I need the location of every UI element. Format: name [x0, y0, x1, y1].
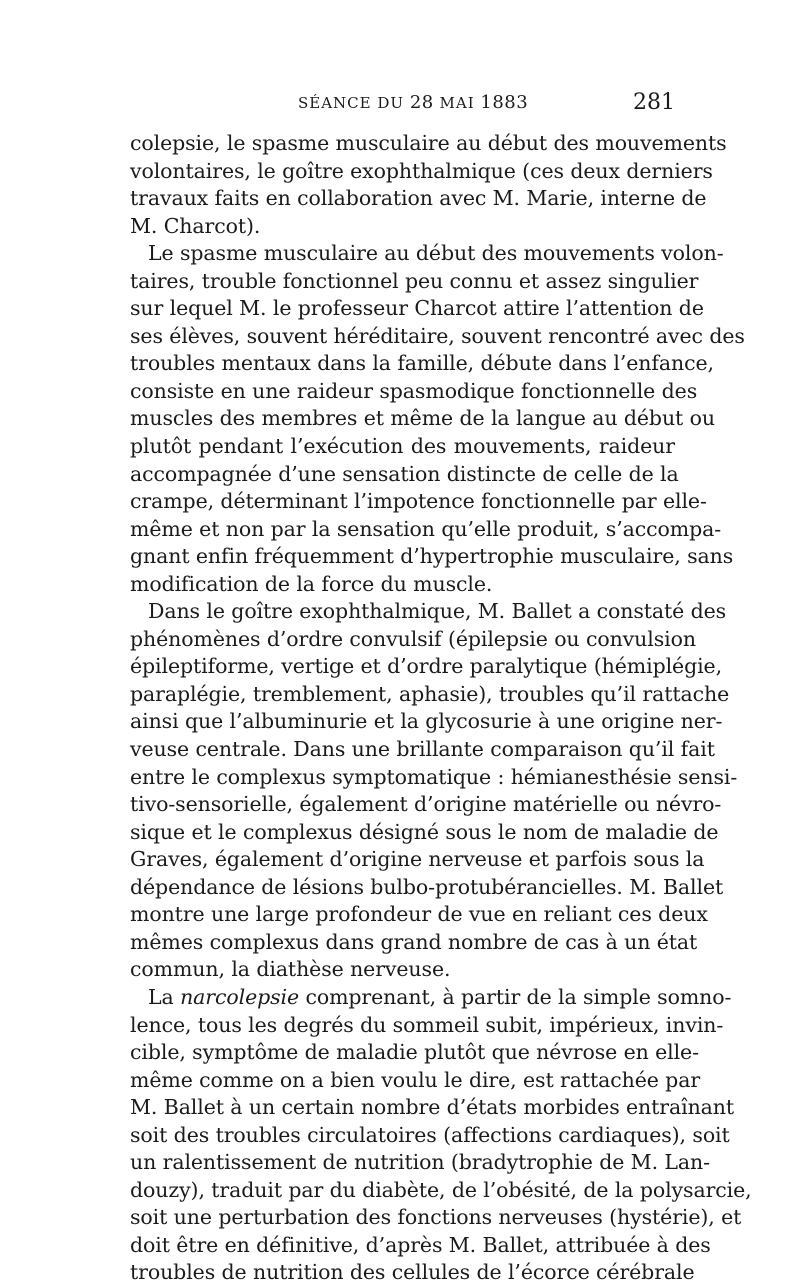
page-header: [130, 90, 675, 118]
text-line: sique et le complexus désigné sous le nom de maladie de: [130, 819, 719, 844]
text-line: douzy), traduit par du diabète, de l’obésité, de la polysarcie,: [130, 1177, 752, 1202]
text-segment: La: [148, 984, 181, 1009]
text-line: doit être en définitive, d’après M. Ballet, attribuée à des: [130, 1232, 711, 1257]
text-line: dépendance de lésions bulbo-protubérancielles. M. Ballet: [130, 874, 724, 899]
text-line: entre le complexus symptomatique : hémianesthésie sensi-: [130, 764, 738, 789]
text-line: mêmes complexus dans grand nombre de cas à un état: [130, 929, 698, 954]
page-number: 281: [633, 90, 675, 115]
running-head-month: MAI: [433, 94, 481, 112]
text-line: tivo-sensorielle, également d’origine matérielle ou névro-: [130, 792, 722, 817]
text-line: colepsie, le spasme musculaire au début des mouvements: [130, 131, 727, 155]
text-line: veuse centrale. Dans une brillante comparaison qu’il fait: [130, 737, 715, 762]
text-line-narcolepsie: [130, 984, 732, 1012]
text-line: cible, symptôme de maladie plutôt que névrose en elle-: [130, 1040, 699, 1065]
text-line: accompagnée d’une sensation distincte de celle de la: [130, 461, 679, 486]
text-line: travaux faits en collaboration avec M. Marie, interne de: [130, 186, 707, 211]
text-line: muscles des membres et même de la langue au début ou: [130, 406, 715, 431]
running-head: [298, 92, 528, 113]
text-line: gnant enfin fréquemment d’hypertrophie musculaire, sans: [130, 544, 734, 569]
text-line: soit des troubles circulatoires (affections cardiaques), soit: [130, 1122, 730, 1147]
text-line: Graves, également d’origine nerveuse et parfois sous la: [130, 847, 705, 872]
text-line: Le spasme musculaire au début des mouvements volon-: [148, 241, 724, 266]
text-line: taires, trouble fonctionnel peu connu et assez singulier: [130, 268, 699, 293]
text-line: sur lequel M. le professeur Charcot attire l’attention de: [130, 296, 704, 321]
text-line: commun, la diathèse nerveuse.: [130, 957, 451, 982]
text-line: modification de la force du muscle.: [130, 571, 493, 596]
text-line: même comme on a bien voulu le dire, est rattachée par: [130, 1067, 701, 1092]
text-line: un ralentissement de nutrition (bradytrophie de M. Lan-: [130, 1150, 710, 1175]
running-head-prefix: SÉANCE DU: [298, 94, 410, 112]
text-line: plutôt pendant l’exécution des mouvements, raideur: [130, 434, 675, 459]
text-line: troubles mentaux dans la famille, débute dans l’enfance,: [130, 351, 714, 376]
text-line: paraplégie, tremblement, aphasie), troubles qu’il rattache: [130, 681, 730, 706]
text-line: phénomènes d’ordre convulsif (épilepsie ou convulsion: [130, 626, 696, 651]
text-line: épileptiforme, vertige et d’ordre paralytique (hémiplégie,: [130, 654, 723, 679]
text-line: montre une large profondeur de vue en reliant ces deux: [130, 902, 708, 927]
text-line: soit une perturbation des fonctions nerveuses (hystérie), et: [130, 1205, 742, 1230]
text-line: troubles de nutrition des cellules de l’écorce cérébrale: [130, 1260, 695, 1285]
text-line: M. Charcot).: [130, 213, 261, 238]
text-segment: comprenant, à partir de la simple somno-: [299, 984, 732, 1009]
body-text: [130, 130, 752, 1287]
text-line: consiste en une raideur spasmodique fonctionnelle des: [130, 378, 698, 403]
running-head-day: 28: [409, 92, 434, 113]
running-head-year: 1883: [480, 92, 529, 113]
text-line: Dans le goître exophthalmique, M. Ballet a constaté des: [148, 599, 727, 624]
italic-term: narcolepsie: [180, 984, 300, 1009]
text-line: lence, tous les degrés du sommeil subit, impérieux, invin-: [130, 1012, 724, 1037]
text-line: ainsi que l’albuminurie et la glycosurie à une origine ner-: [130, 709, 723, 734]
text-line: volontaires, le goître exophthalmique (ces deux derniers: [130, 158, 713, 183]
text-line: M. Ballet à un certain nombre d’états morbides entraînant: [130, 1095, 735, 1120]
text-line: ses élèves, souvent héréditaire, souvent rencontré avec des: [130, 323, 745, 348]
text-line: crampe, déterminant l’impotence fonctionnelle par elle-: [130, 489, 707, 514]
text-line: même et non par la sensation qu’elle produit, s’accompa-: [130, 516, 722, 541]
